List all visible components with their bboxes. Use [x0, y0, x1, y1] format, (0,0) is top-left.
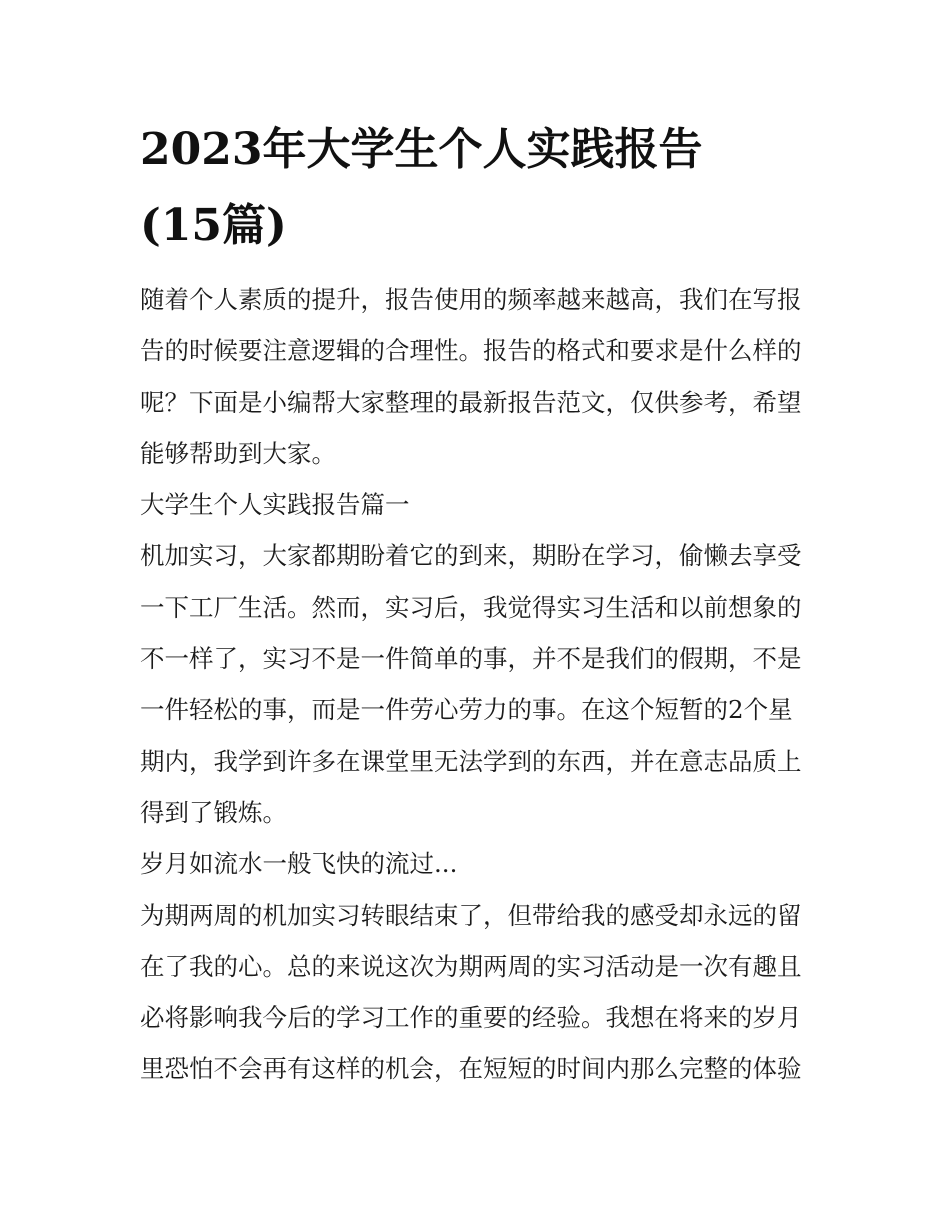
- paragraph-text-line: 不一样了，实习不是一件简单的事，并不是我们的假期，不是: [140, 644, 802, 674]
- paragraph-text-line: 得到了锻炼。: [140, 797, 287, 827]
- paragraph-text-line: 岁月如流水一般飞快的流过...: [140, 849, 458, 879]
- intro-text-line: 呢？下面是小编帮大家整理的最新报告范文，仅供参考，希望: [140, 387, 802, 417]
- intro-text-line: 告的时候要注意逻辑的合理性。报告的格式和要求是什么样的: [140, 336, 802, 366]
- paragraph-text-line: 期内，我学到许多在课堂里无法学到的东西，并在意志品质上: [140, 746, 802, 776]
- paragraph-text-line: 一下工厂生活。然而，实习后，我觉得实习生活和以前想象的: [140, 592, 802, 622]
- title-line: 2023年大学生个人实践报告: [140, 124, 703, 175]
- intro-text-line: 随着个人素质的提升，报告使用的频率越来越高，我们在写报: [140, 285, 802, 314]
- paragraph-text-line: 里恐怕不会再有这样的机会，在短短的时间内那么完整的体验: [140, 1054, 802, 1084]
- section-heading: 大学生个人实践报告篇一: [140, 490, 410, 520]
- paragraph-text-line: 在了我的心。总的来说这次为期两周的实习活动是一次有趣且: [140, 951, 802, 981]
- paragraph-text-line: 为期两周的机加实习转眼结束了，但带给我的感受却永远的留: [140, 900, 802, 930]
- intro-text-line: 能够帮助到大家。: [140, 438, 336, 468]
- document-body: [140, 274, 820, 1095]
- title-line: (15篇): [140, 200, 287, 251]
- paragraph-text-line: 一件轻松的事，而是一件劳心劳力的事。在这个短暂的2个星: [140, 695, 793, 725]
- document-title: [140, 112, 820, 264]
- paragraph-text-line: 必将影响我今后的学习工作的重要的经验。我想在将来的岁月: [140, 1003, 802, 1033]
- paragraph-text-line: 机加实习，大家都期盼着它的到来，期盼在学习，偷懒去享受: [140, 541, 802, 571]
